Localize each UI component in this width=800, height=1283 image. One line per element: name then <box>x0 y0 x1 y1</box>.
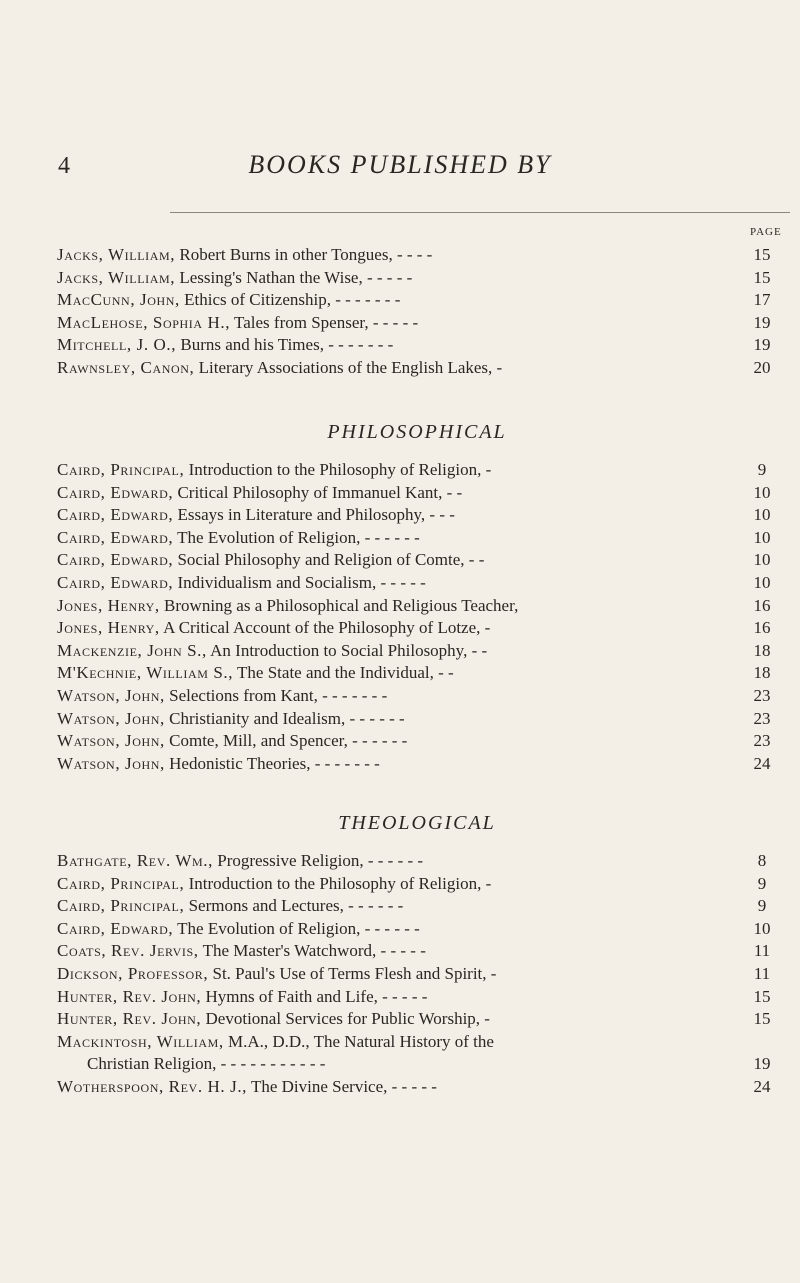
entry-title: St. Paul's Use of Terms Flesh and Spirit, - <box>208 963 497 983</box>
entry-author: Mackenzie, John S., <box>57 640 207 660</box>
catalogue-entry <box>57 1053 777 1076</box>
entry-page-number: 16 <box>753 595 771 615</box>
entry-title: Essays in Literature and Philosophy, - - - <box>173 505 455 525</box>
entry-text <box>57 940 426 963</box>
entry-text <box>57 527 420 550</box>
entry-title: The Evolution of Religion, - - - - - - <box>173 527 420 547</box>
entry-text <box>57 753 380 776</box>
entry-page-number: 15 <box>753 245 771 264</box>
entry-author: Rawnsley, Canon, <box>57 357 195 377</box>
entry-author: Caird, Edward, <box>57 527 174 547</box>
entry-text <box>57 595 518 618</box>
entry-page-number: 9 <box>757 896 767 916</box>
entry-text <box>57 312 418 335</box>
catalogue-entry <box>57 963 777 986</box>
catalogue-entry <box>57 1008 777 1031</box>
entry-author: MacCunn, John, <box>57 290 180 310</box>
entry-list <box>57 459 777 775</box>
catalogue-entry <box>57 289 777 312</box>
entry-author: Jacks, William, <box>57 245 176 264</box>
entry-text <box>57 1076 437 1099</box>
entry-author: MacLehose, Sophia H., <box>57 312 231 332</box>
entry-author: Bathgate, Rev. Wm., <box>57 851 213 870</box>
entry-text <box>57 873 491 896</box>
entry-page-number: 19 <box>753 1054 771 1074</box>
page-number: 4 <box>58 153 70 179</box>
entry-title: The Evolution of Religion, - - - - - - <box>173 918 420 938</box>
section-heading: PHILOSOPHICAL <box>327 421 507 443</box>
entry-title: Christianity and Idealism, - - - - - - <box>164 708 405 728</box>
entry-text <box>57 504 455 527</box>
entry-title: The Divine Service, - - - - - <box>247 1076 437 1096</box>
entry-page-number: 19 <box>753 335 771 355</box>
entry-page-number: 24 <box>753 1076 771 1096</box>
catalogue-entry <box>57 459 777 482</box>
entry-list <box>57 850 777 1099</box>
entry-author: Jones, Henry, <box>57 595 160 615</box>
entry-title: Introduction to the Philosophy of Religion, - <box>184 460 492 479</box>
catalogue-entry <box>57 662 777 685</box>
entry-title: Literary Associations of the English Lakes, - <box>194 357 503 377</box>
entry-author: Dickson, Professor, <box>57 963 209 983</box>
entry-title: Introduction to the Philosophy of Religion, - <box>184 873 492 893</box>
entry-page-number: 9 <box>757 460 767 479</box>
page-column-label: PAGE <box>750 226 782 238</box>
catalogue-entry <box>57 527 777 550</box>
section-general <box>57 244 777 380</box>
entry-title: Comte, Mill, and Spencer, - - - - - - <box>164 731 408 751</box>
entry-author: Caird, Principal, <box>57 896 185 916</box>
entry-page-number: 11 <box>753 941 771 961</box>
catalogue-entry <box>57 685 777 708</box>
entry-author: Caird, Principal, <box>57 460 185 479</box>
catalogue-entry <box>57 244 777 267</box>
catalogue-entry <box>57 312 777 335</box>
entry-title: Social Philosophy and Religion of Comte, - - <box>173 550 485 570</box>
catalogue-entry <box>57 572 777 595</box>
entry-text <box>57 730 407 753</box>
entry-title: Burns and his Times, - - - - - - - <box>176 335 394 355</box>
catalogue-entry <box>57 267 777 290</box>
entry-title: Hedonistic Theories, - - - - - - - <box>164 753 380 773</box>
catalogue-entry <box>57 753 777 776</box>
entry-author: Hunter, Rev. John, <box>57 986 202 1006</box>
entry-page-number: 23 <box>753 731 771 751</box>
entry-author: Watson, John, <box>57 753 165 773</box>
entry-title: Hymns of Faith and Life, - - - - - <box>201 986 428 1006</box>
entry-title: Robert Burns in other Tongues, - - - - <box>175 245 433 264</box>
entry-title: Selections from Kant, - - - - - - - <box>164 685 388 705</box>
entry-author: Mackintosh, William, <box>57 1031 224 1051</box>
entry-author: Caird, Principal, <box>57 873 185 893</box>
entry-text <box>87 1053 325 1076</box>
entry-title: The Master's Watchword, - - - - - <box>198 941 426 961</box>
entry-page-number: 10 <box>753 505 771 525</box>
entry-title: Devotional Services for Public Worship, - <box>201 1009 490 1029</box>
entry-author: Coats, Rev. Jervis, <box>57 941 199 961</box>
catalogue-entry <box>57 595 777 618</box>
entry-title: Critical Philosophy of Immanuel Kant, - - <box>173 482 463 502</box>
entry-author: Caird, Edward, <box>57 505 174 525</box>
entry-text <box>57 617 490 640</box>
entry-author: Hunter, Rev. John, <box>57 1009 202 1029</box>
catalogue-entry <box>57 895 777 918</box>
entry-title: Ethics of Citizenship, - - - - - - - <box>179 290 401 310</box>
section-philosophical <box>57 417 777 775</box>
entry-text <box>57 549 484 572</box>
entry-page-number: 18 <box>753 663 771 683</box>
entry-title: A Critical Account of the Philosophy of Lotze, - <box>159 618 491 638</box>
entry-author: Watson, John, <box>57 708 165 728</box>
entry-page-number: 9 <box>757 873 767 893</box>
entry-author: Wotherspoon, Rev. H. J., <box>57 1076 248 1096</box>
section-theological <box>57 808 777 1099</box>
catalogue-entry <box>57 986 777 1009</box>
entry-text <box>57 963 496 986</box>
entry-author: Jacks, William, <box>57 267 176 287</box>
catalogue-entry <box>57 850 777 873</box>
section-heading: THEOLOGICAL <box>338 812 496 834</box>
entry-author: Caird, Edward, <box>57 918 174 938</box>
entry-text <box>57 895 403 918</box>
entry-page-number: 15 <box>753 267 771 287</box>
entry-title: An Introduction to Social Philosophy, - - <box>206 640 488 660</box>
entry-author: Watson, John, <box>57 685 165 705</box>
entry-text <box>57 267 412 290</box>
catalogue-entry <box>57 334 777 357</box>
entry-author: Jones, Henry, <box>57 618 160 638</box>
catalogue-entry <box>57 873 777 896</box>
entry-page-number: 10 <box>753 482 771 502</box>
entry-text <box>57 850 423 873</box>
entry-text <box>57 918 420 941</box>
entry-page-number: 20 <box>753 357 771 377</box>
entry-title: Lessing's Nathan the Wise, - - - - - <box>175 267 413 287</box>
catalogue-entry <box>57 1076 777 1099</box>
entry-title: The State and the Individual, - - <box>233 663 454 683</box>
entry-text <box>57 289 400 312</box>
entry-text <box>57 244 432 267</box>
entry-page-number: 18 <box>753 640 771 660</box>
entry-text <box>57 1031 494 1054</box>
entry-page-number: 23 <box>753 685 771 705</box>
entry-page-number: 10 <box>753 550 771 570</box>
entry-author: M'Kechnie, William S., <box>57 663 234 683</box>
entry-page-number: 10 <box>753 918 771 938</box>
entry-author: Caird, Edward, <box>57 572 174 592</box>
catalogue-entry <box>57 940 777 963</box>
entry-page-number: 23 <box>753 708 771 728</box>
entry-text <box>57 572 426 595</box>
running-head: BOOKS PUBLISHED BY <box>248 150 552 179</box>
entry-text <box>57 662 454 685</box>
entry-page-number: 8 <box>757 851 767 870</box>
catalogue-entry <box>57 617 777 640</box>
catalogue-entry <box>57 357 777 380</box>
entry-text <box>57 334 393 357</box>
entry-page-number: 17 <box>753 290 771 310</box>
entry-text <box>57 357 502 380</box>
catalogue-entry <box>57 549 777 572</box>
entry-text <box>57 1008 490 1031</box>
entry-page-number: 15 <box>753 986 771 1006</box>
catalogue-entry <box>57 482 777 505</box>
entry-page-number: 24 <box>753 753 771 773</box>
entry-page-number: 15 <box>753 1009 771 1029</box>
entry-page-number: 16 <box>753 618 771 638</box>
catalogue-entry <box>57 730 777 753</box>
entry-text <box>57 459 491 482</box>
entry-title: Christian Religion, - - - - - - - - - - - <box>87 1054 326 1074</box>
entry-title: Individualism and Socialism, - - - - - <box>173 572 426 592</box>
entry-title: Tales from Spenser, - - - - - <box>230 312 419 332</box>
entry-page-number: 10 <box>753 572 771 592</box>
entry-text <box>57 685 387 708</box>
entry-text <box>57 986 427 1009</box>
catalogue-entry <box>57 708 777 731</box>
entry-list <box>57 244 777 380</box>
entry-page-number: 10 <box>753 527 771 547</box>
entry-title: Sermons and Lectures, - - - - - - <box>184 896 404 916</box>
entry-page-number: 11 <box>753 963 771 983</box>
entry-text <box>57 708 405 731</box>
entry-title: M.A., D.D., The Natural History of the <box>223 1031 494 1051</box>
entry-author: Caird, Edward, <box>57 550 174 570</box>
entry-text <box>57 482 462 505</box>
catalogue-entry <box>57 918 777 941</box>
header-rule <box>170 212 790 213</box>
entry-title: Browning as a Philosophical and Religious Teacher, <box>159 595 519 615</box>
catalogue-entry <box>57 504 777 527</box>
entry-text <box>57 640 487 663</box>
entry-author: Caird, Edward, <box>57 482 174 502</box>
entry-author: Watson, John, <box>57 731 165 751</box>
entry-page-number: 19 <box>753 312 771 332</box>
entry-author: Mitchell, J. O., <box>57 335 177 355</box>
catalogue-entry <box>57 640 777 663</box>
catalogue-entry <box>57 1031 777 1054</box>
entry-title: Progressive Religion, - - - - - - <box>212 851 424 870</box>
